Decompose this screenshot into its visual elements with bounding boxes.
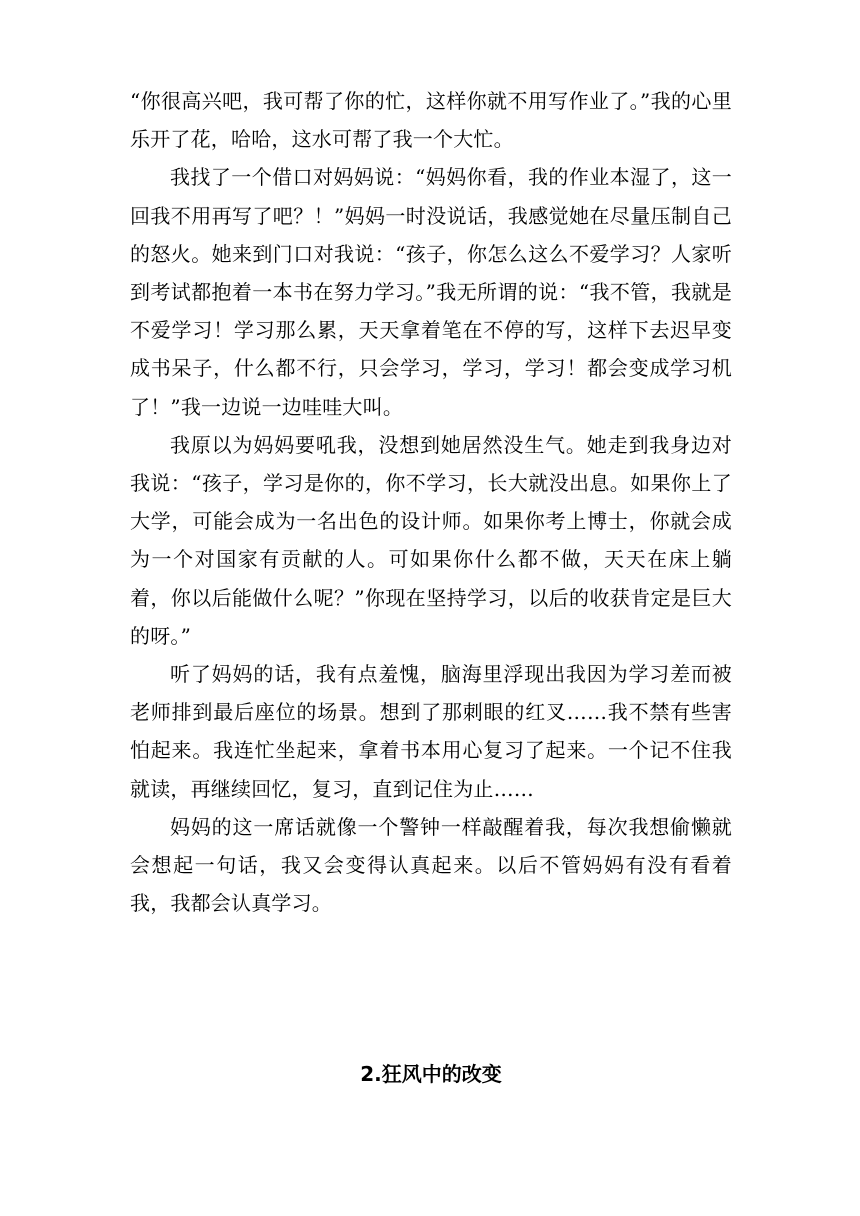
paragraph-1: “你很高兴吧，我可帮了你的忙，这样你就不用写作业了。”我的心里乐开了花，哈哈，这水可帮了我一个大忙。 — [130, 89, 732, 152]
paragraph-5: 妈妈的这一席话就像一个警钟一样敲醒着我，每次我想偷懒就会想起一句话，我又会变得认真起来。以后不管妈妈有没有看着我，我都会认真学习。 — [130, 814, 732, 916]
paragraph-2: 我找了一个借口对妈妈说：“妈妈你看，我的作业本湿了，这一回我不用再写了吧？！”妈妈一时没说话，我感觉她在尽量压制自己的怒火。她来到门口对我说：“孩子，你怎么这么不爱学习？人家听到考试都抱着一本书在努力学习。”我无所谓的说：“我不管，我就是不爱学习！学习那么累，天天拿着笔在不停的写，这样下去迟早变成书呆子，什么都不行，只会学习，学习，学习！都会变成学习机了！”我一边说一边哇哇大叫。 — [130, 165, 732, 419]
paragraph-3: 我原以为妈妈要吼我，没想到她居然没生气。她走到我身边对我说：“孩子，学习是你的，你不学习，长大就没出息。如果你上了大学，可能会成为一名出色的设计师。如果你考上博士，你就会成为一个对国家有贡献的人。可如果你什么都不做，天天在床上躺着，你以后能做什么呢？”你现在坚持学习，以后的收获肯定是巨大的呀。” — [130, 432, 732, 648]
paragraph-4: 听了妈妈的话，我有点羞愧，脑海里浮现出我因为学习差而被老师排到最后座位的场景。想到了那刺眼的红叉……我不禁有些害怕起来。我连忙坐起来，拿着书本用心复习了起来。一个记不住我就读，再继续回忆，复习，直到记住为止…… — [130, 662, 732, 801]
section-title: 2.狂风中的改变 — [360, 1062, 502, 1086]
essay-body — [130, 82, 732, 922]
